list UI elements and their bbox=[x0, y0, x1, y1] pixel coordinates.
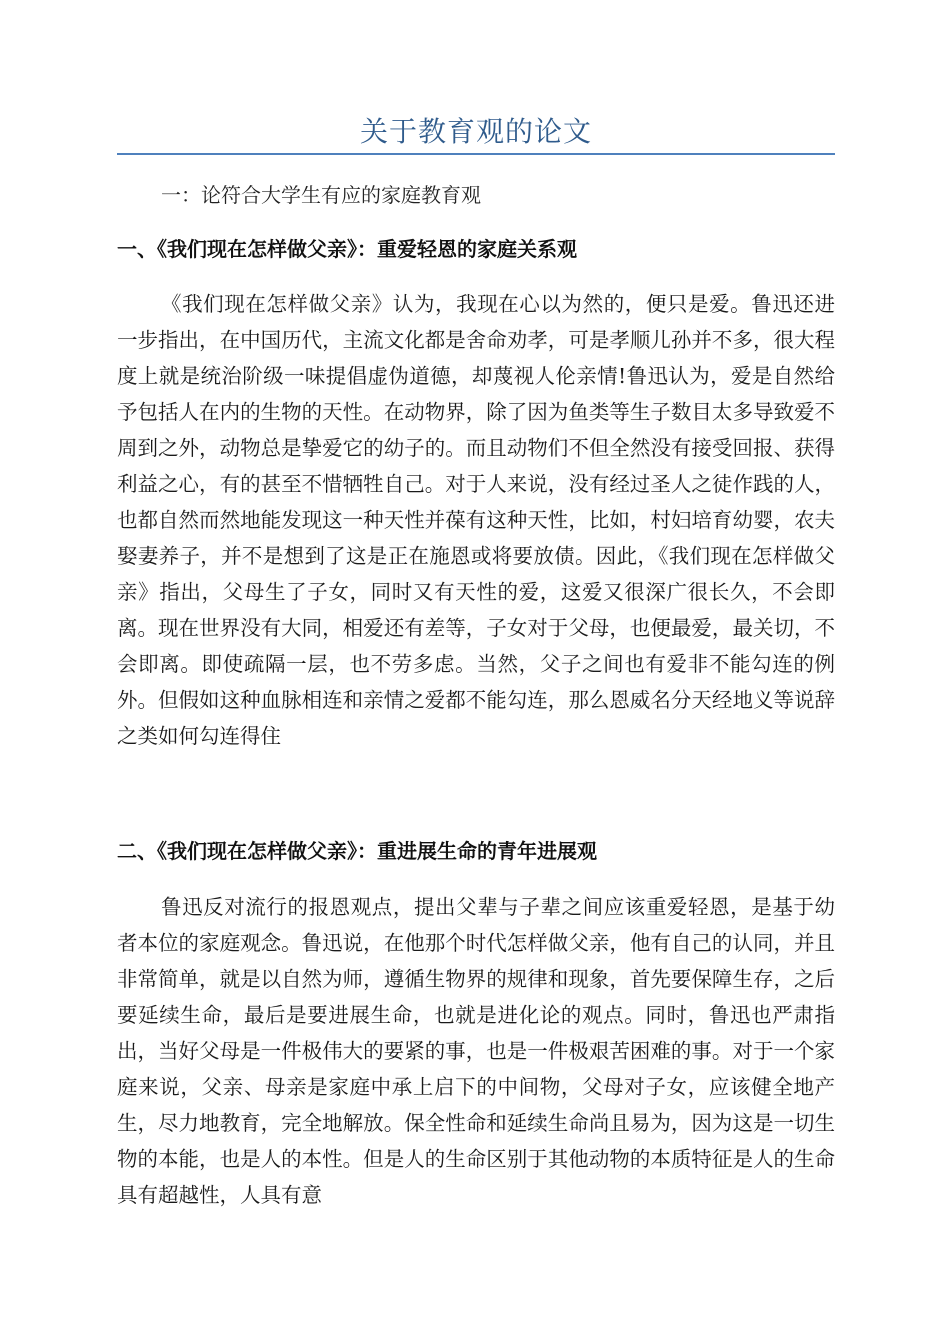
section-heading-1: 一、《我们现在怎样做父亲》：重爱轻恩的家庭关系观 bbox=[117, 237, 577, 261]
section-paragraph-1: 《我们现在怎样做父亲》认为，我现在心以为然的，便只是爱。鲁迅还进一步指出，在中国历代，主流文化都是舍命劝孝，可是孝顺儿孙并不多，很大程度上就是统治阶级一味提倡虚伪道德，却蔑视人伦亲情!鲁迅认为，爱是自然给予包括人在内的生物的天性。在动物界，除了因为鱼类等生子数目太多导致爱不周到之外，动物总是挚爱它的幼子的。而且动物们不但全然没有接受回报、获得利益之心，有的甚至不惜牺牲自己。对于人来说，没有经过圣人之徒作践的人，也都自然而然地能发现这一种天性并葆有这种天性，比如，村妇培育幼婴，农夫娶妻养子，并不是想到了这是正在施恩或将要放债。因此，《我们现在怎样做父亲》指出，父母生了子女，同时又有天性的爱，这爱又很深广很长久，不会即离。现在世界没有大同，相爱还有差等，子女对于父母，也便最爱，最关切，不会即离。即使疏隔一层，也不劳多虑。当然，父子之间也有爱非不能勾连的例外。但假如这种血脉相连和亲情之爱都不能勾连，那么恩威名分天经地义等说辞之类如何勾连得住 bbox=[117, 292, 835, 748]
section-paragraph-2: 鲁迅反对流行的报恩观点，提出父辈与子辈之间应该重爱轻恩，是基于幼者本位的家庭观念。鲁迅说，在他那个时代怎样做父亲，他有自己的认同，并且非常简单，就是以自然为师，遵循生物界的规律和现象，首先要保障生存，之后要延续生命，最后是要进展生命，也就是进化论的观点。同时，鲁迅也严肃指出，当好父母是一件极伟大的要紧的事，也是一件极艰苦困难的事。对于一个家庭来说，父亲、母亲是家庭中承上启下的中间物，父母对子女，应该健全地产生，尽力地教育，完全地解放。保全性命和延续生命尚且易为，因为这是一切生物的本能，也是人的本性。但是人的生命区别于其他动物的本质特征是人的生命具有超越性，人具有意 bbox=[117, 895, 835, 1207]
page-title: 关于教育观的论文 bbox=[359, 115, 592, 148]
section-heading-2: 二、《我们现在怎样做父亲》：重进展生命的青年进展观 bbox=[117, 839, 597, 863]
document-subtitle: 一：论符合大学生有应的家庭教育观 bbox=[161, 183, 481, 207]
title-underline bbox=[117, 153, 835, 155]
